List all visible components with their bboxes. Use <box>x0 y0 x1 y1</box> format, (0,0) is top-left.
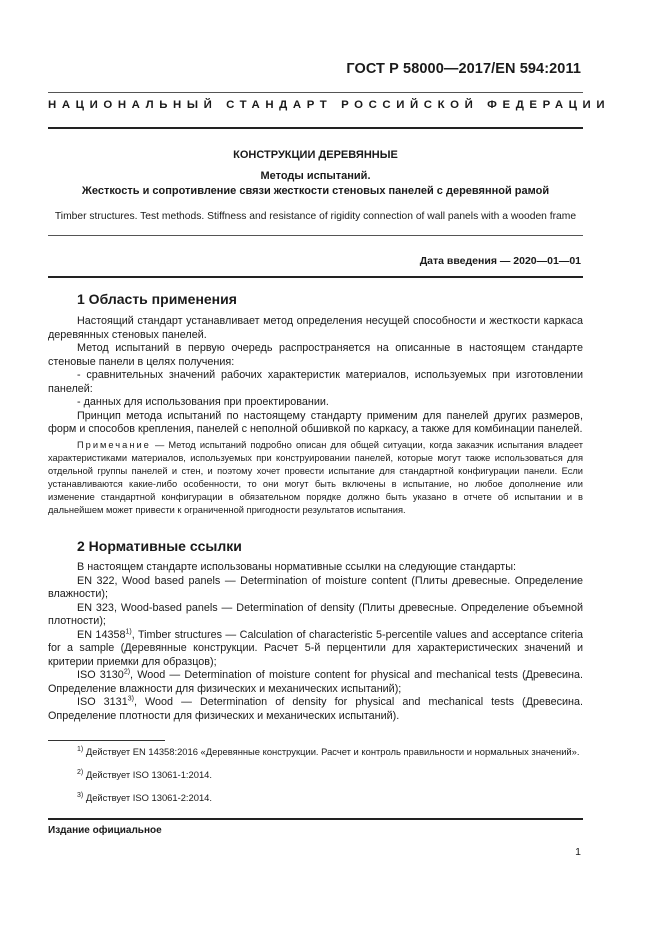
section-1-heading: 1 Область применения <box>77 291 237 307</box>
footnote-marker: 2) <box>123 668 131 676</box>
section-2-heading: 2 Нормативные ссылки <box>77 538 242 554</box>
paragraph: Метод испытаний в первую очередь распространяется на описанные в настоящем стандарте стеновые панели в целях получения: <box>48 342 583 368</box>
footnote <box>48 767 583 782</box>
english-title: Timber structures. Test methods. Stiffness and resistance of rigidity connection of wall panels with a wooden frame <box>54 211 577 222</box>
list-item: - данных для использования при проектировании. <box>77 396 329 408</box>
footnote-text: Действует EN 14358:2016 «Деревянные конструкции. Расчет и контроль правильности и нормальных значений». <box>83 746 580 757</box>
footnote-mark: 3) <box>77 791 84 799</box>
standard-code: ГОСТ Р 58000—2017/EN 594:2011 <box>346 61 581 77</box>
paragraph: Настоящий стандарт устанавливает метод определения несущей способности и жесткости каркаса деревянных стеновых панелей. <box>48 315 583 341</box>
page-number: 1 <box>575 846 581 858</box>
footnote <box>48 790 583 805</box>
reference-item: EN 323, Wood-based panels — Determination of density (Плиты древесные. Определение объемной плотности); <box>48 601 583 627</box>
footnote-marker: 3) <box>127 695 134 703</box>
subtitle-line-1: Методы испытаний. <box>260 170 371 182</box>
title-divider <box>48 235 583 236</box>
reference-code: ISO 3131 <box>77 696 128 708</box>
date-divider <box>48 276 583 278</box>
note-text: — Метод испытаний подробно описан для общей ситуации, когда заказчик испытания владеет характеристиками материалов, используемых при конструировании панелей, которые могут также использоваться для отдельной группы панелей и стен, и поэтому хочет провести испытание для стандартной конфигурации панели. Если устанавливаются какие-либо особенности, то они могут быть включены в испытание, но любое дополнение или изменение стандартной конфигурации в обязательном порядке должно быть указано в отчете об испытании и в дальнейшем может привести к ограниченной пригодности результатов испытания. <box>48 440 583 515</box>
section-2-body <box>48 561 583 723</box>
reference-text: , Wood — Determination of density for physical and mechanical tests (Древесина. Определение плотности для физических и механических испытаний). <box>48 696 583 722</box>
introduction-date: Дата введения — 2020—01—01 <box>419 255 581 267</box>
subtitle-line-2: Жесткость и сопротивление связи жесткости стеновых панелей с деревянной рамой <box>81 185 550 197</box>
footnote-mark: 1) <box>77 745 84 753</box>
reference-item: EN 322, Wood based panels — Determination of moisture content (Плиты древесные. Определение влажности); <box>48 574 583 600</box>
reference-text: , Wood — Determination of moisture content for physical and mechanical tests (Древесина. Определение влажности для физических и механических испытаний); <box>48 669 583 695</box>
national-standard-heading: НАЦИОНАЛЬНЫЙ СТАНДАРТ РОССИЙСКОЙ ФЕДЕРАЦИИ <box>48 99 611 111</box>
reference-code: ISO 3130 <box>77 669 124 681</box>
footnote-marker: 1) <box>125 627 132 635</box>
footnote <box>48 744 583 759</box>
footnote-text: Действует ISO 13061-1:2014. <box>83 769 213 780</box>
footnote-mark: 2) <box>77 768 84 776</box>
document-subtitle <box>48 169 583 199</box>
note-label: Примечание <box>77 440 151 450</box>
reference-code: EN 14358 <box>77 628 126 641</box>
reference-item <box>48 669 583 696</box>
footnote-divider <box>48 740 165 741</box>
footer-divider <box>48 818 583 820</box>
footnotes <box>48 744 583 805</box>
section-1-body <box>48 315 583 437</box>
paragraph: В настоящем стандарте использованы нормативные ссылки на следующие стандарты: <box>77 561 516 573</box>
official-edition-label: Издание официальное <box>48 825 162 836</box>
footnote-text: Действует ISO 13061-2:2014. <box>83 792 213 803</box>
note-block <box>48 439 583 517</box>
paragraph: Принцип метода испытаний по настоящему стандарту применим для панелей других размеров, форм и способов крепления, панелей с неполной обшивкой по каркасу, а также для комбинации панелей. <box>48 409 583 435</box>
list-item: - сравнительных значений рабочих характеристик материалов, используемых при изготовлении панелей: <box>48 369 583 395</box>
reference-text: , Timber structures — Calculation of characteristic 5-percentile values and acceptance criteria for a sample (Деревянные конструкции. Расчет 5-й перцентили для характеристических значений и критерии приемки для образцов); <box>48 628 583 668</box>
header-divider-top <box>48 92 583 93</box>
reference-item <box>48 696 583 723</box>
document-title: КОНСТРУКЦИИ ДЕРЕВЯННЫЕ <box>233 149 398 161</box>
header-divider-bottom <box>48 127 583 129</box>
reference-item <box>48 629 583 670</box>
